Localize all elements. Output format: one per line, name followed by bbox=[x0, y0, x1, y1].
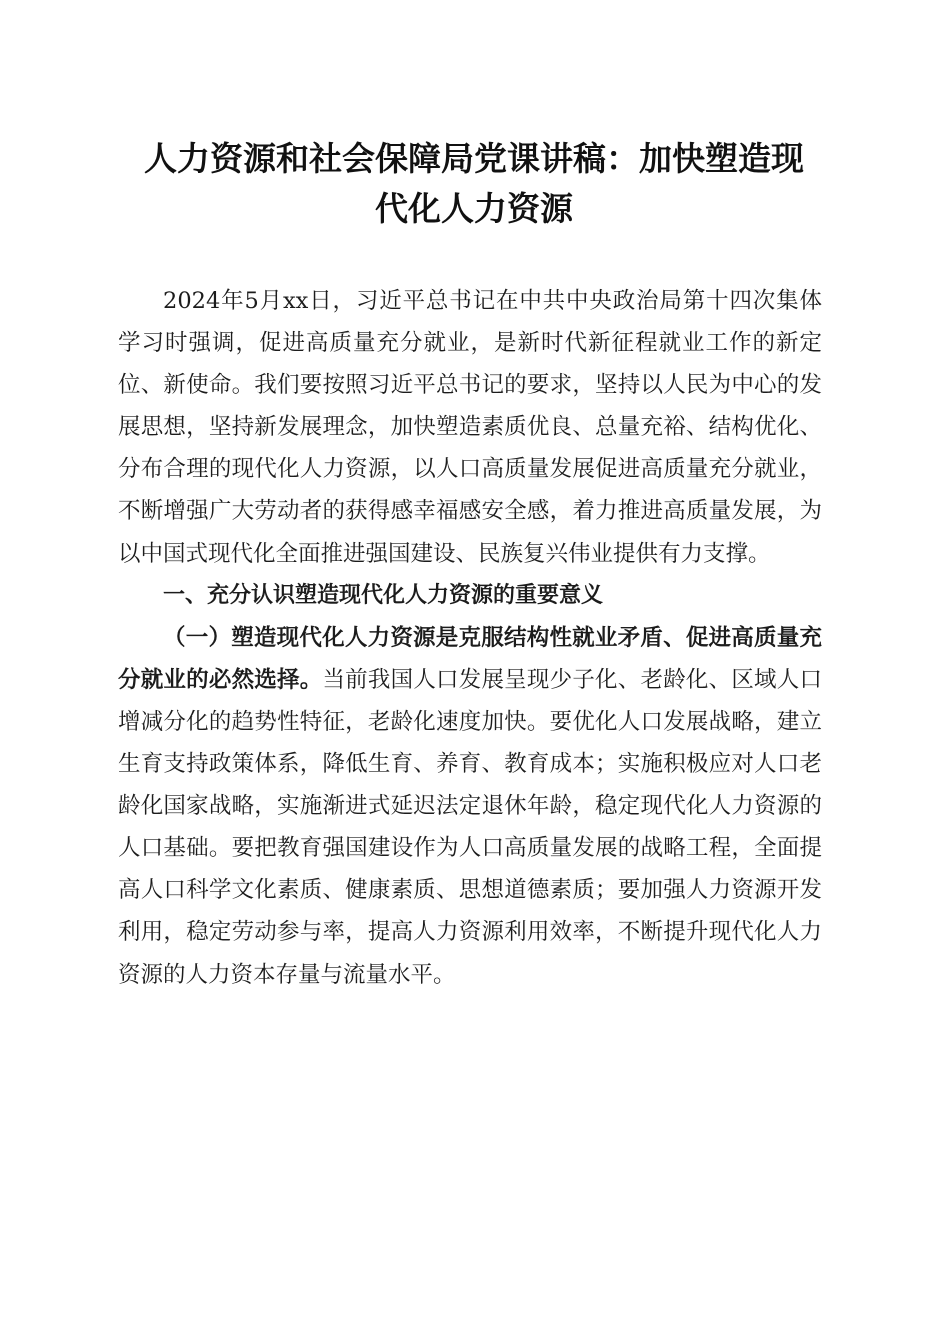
document-title bbox=[112, 134, 836, 234]
subsection-body: 当前我国人口发展呈现少子化、老龄化、区域人口增减分化的趋势性特征，老龄化速度加快。要优化人口发展战略，建立生育支持政策体系，降低生育、养育、教育成本；实施积极应对人口老龄化国家战略，实施渐进式延迟法定退休年龄，稳定现代化人力资源的人口基础。要把教育强国建设作为人口高质量发展的战略工程，全面提高人口科学文化素质、健康素质、思想道德素质；要加强人力资源开发利用，稳定劳动参与率，提高人力资源利用效率，不断提升现代化人力资源的人力资本存量与流量水平。 bbox=[118, 666, 822, 988]
subsection-lead: （一）塑造现代化人力资源是克服结构性就业矛盾、促进高质量充分就业的必然选择。 bbox=[118, 624, 822, 693]
subsection-paragraph bbox=[118, 617, 822, 996]
document-body bbox=[118, 280, 822, 996]
title-line-2: 代化人力资源 bbox=[375, 189, 573, 228]
title-line-1: 人力资源和社会保障局党课讲稿：加快塑造现 bbox=[144, 139, 804, 178]
section-heading: 一、充分认识塑造现代化人力资源的重要意义 bbox=[163, 582, 604, 608]
intro-paragraph: 2024年5月xx日，习近平总书记在中共中央政治局第十四次集体学习时强调，促进高质量充分就业，是新时代新征程就业工作的新定位、新使命。我们要按照习近平总书记的要求，坚持以人民为中心的发展思想，坚持新发展理念，加快塑造素质优良、总量充裕、结构优化、分布合理的现代化人力资源，以人口高质量发展促进高质量充分就业，不断增强广大劳动者的获得感幸福感安全感，着力推进高质量发展，为以中国式现代化全面推进强国建设、民族复兴伟业提供有力支撑。 bbox=[118, 288, 822, 567]
